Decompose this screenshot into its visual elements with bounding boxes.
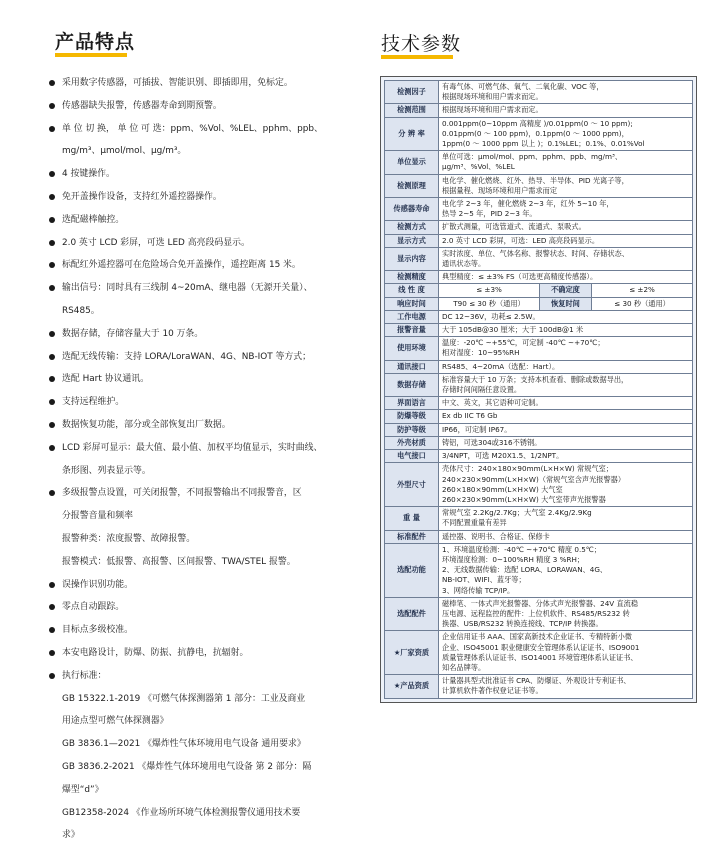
spec-value-line: 不同配置重量有差异: [442, 518, 507, 528]
spec-value-line: 热导 2~5 年，PID 2~3 年。: [442, 209, 537, 219]
feature-item: 目标点多级校准。: [48, 619, 358, 642]
spec-value-line: 根据量程、现场环境和用户需求而定: [442, 185, 558, 195]
spec-value: [439, 117, 693, 151]
spec-label: ★产品资质: [385, 675, 439, 698]
spec-row-storage: [385, 373, 693, 396]
feature-item: 执行标准：: [48, 665, 358, 688]
feature-item: 误操作识别功能。: [48, 574, 358, 597]
spec-value: ≤ ±2%: [592, 284, 693, 297]
spec-value: ≤ 30 秒（通用）: [592, 297, 693, 310]
specs-heading: [381, 32, 461, 56]
feature-item: 标配红外遥控器可在危险场合免开盖操作，遥控距离 15 米。: [48, 254, 358, 277]
spec-value-line: 通讯状态等。: [442, 259, 486, 269]
spec-label: 单位显示: [385, 151, 439, 174]
spec-value-line: 1ppm(0 ～ 1000 ppm 以上 )；0.1%LEL；0.1%、0.01%Vol: [442, 139, 645, 149]
spec-value-line: 典型精度：≤ ±3% FS（可选更高精度传感器）。: [442, 272, 598, 282]
spec-value-line: RS485、4~20mA（选配：Hart）。: [442, 361, 560, 371]
spec-value: [439, 631, 693, 675]
feature-item: 4 按键操作。: [48, 163, 358, 186]
spec-row-weight: [385, 507, 693, 530]
feature-item: 报警种类：浓度报警、故障报警。: [62, 533, 196, 544]
features-heading: [55, 30, 135, 54]
spec-value-line: 知名品牌等。: [442, 662, 486, 672]
feature-item: RS485。: [62, 305, 100, 316]
spec-value-line: 企业、ISO45001 职业健康安全管理体系认证证书、ISO9001: [442, 642, 640, 652]
spec-value-line: 扩散式测量，可选管道式、流通式、泵吸式。: [442, 222, 586, 232]
feature-item: mg/m³、μmol/mol、μg/m³。: [62, 146, 187, 157]
spec-row-resolution: [385, 117, 693, 151]
feature-item: LCD 彩屏可显示：最大值、最小值、加权平均值显示，实时曲线、: [48, 437, 358, 460]
spec-label: ★厂家资质: [385, 631, 439, 675]
feature-item: 数据存储，存储容量大于 10 万条。: [48, 323, 358, 346]
feature-item: GB 3836.1—2021 《爆炸性气体环境用电气设备 通用要求》: [62, 739, 306, 750]
feature-item: 用途点型可燃气体探测器》: [62, 716, 169, 727]
spec-label: 显示内容: [385, 247, 439, 270]
spec-table: [384, 80, 693, 699]
spec-value: [439, 174, 693, 197]
heading-underline: [381, 55, 453, 59]
spec-row-lifespan: [385, 198, 693, 221]
spec-value-line: 1、环境温度检测：-40℃ ~+70℃ 精度 0.5℃；: [442, 544, 602, 554]
spec-row-standard-acc: [385, 530, 693, 543]
spec-value: [439, 234, 693, 247]
spec-value: [439, 104, 693, 117]
spec-value-line: 存储时间间隔任意设置。: [442, 385, 522, 395]
spec-row-detect-range: [385, 104, 693, 117]
spec-value-line: 根据现场环境和用户需求而定。: [442, 92, 543, 102]
spec-value: [439, 423, 693, 436]
spec-label: 工作电源: [385, 310, 439, 323]
spec-label: 选配配件: [385, 597, 439, 631]
spec-value: [439, 450, 693, 463]
spec-value: [439, 247, 693, 270]
feature-item: GB 15322.1-2019 《可燃气体探测器第 1 部分：工业及商业: [62, 693, 306, 704]
spec-row-method: [385, 221, 693, 234]
feature-item: 本安电路设计，防爆、防振、抗静电，抗辐射。: [48, 642, 358, 665]
feature-item: 2.0 英寸 LCD 彩屏，可选 LED 高亮段码显示。: [48, 232, 358, 255]
spec-value-line: 大于 105dB@30 厘米；大于 100dB@1 米: [442, 325, 584, 335]
spec-value-line: 企业信用证书 AAA、国家高新技术企业证书、专精特新小微: [442, 632, 632, 642]
spec-value-line: 电化学 2~3 年，催化燃烧 2~3 年，红外 5~10 年，: [442, 199, 614, 209]
spec-value: [439, 410, 693, 423]
spec-value-line: 计量器具型式批准证书 CPA、防爆证、外观设计专利证书、: [442, 676, 631, 686]
features-list: [48, 72, 358, 847]
spec-label: 显示方式: [385, 234, 439, 247]
spec-value: [439, 373, 693, 396]
spec-value: [439, 221, 693, 234]
spec-value-line: 质量管理体系认证证书、ISO14001 环境管理体系认证证书、: [442, 652, 638, 662]
spec-value: ≤ ±3%: [439, 284, 540, 297]
feature-item: GB12358-2024 《作业场所环境气体检测报警仪通用技术要: [62, 807, 301, 818]
spec-value: [439, 337, 693, 360]
spec-label: 标准配件: [385, 530, 439, 543]
spec-value-line: 240×230×90mm(L×H×W)（常规气室含声光报警器）: [442, 474, 626, 484]
feature-item: 选配磁棒触控。: [48, 209, 358, 232]
spec-label: 防爆等级: [385, 410, 439, 423]
spec-value-line: 环境湿度检测：0~100%RH 精度 3 %RH；: [442, 554, 585, 564]
spec-row-display: [385, 234, 693, 247]
spec-row-language: [385, 397, 693, 410]
spec-value-line: 铸铝，可选304或316不锈钢。: [442, 437, 542, 447]
spec-value: [439, 324, 693, 337]
spec-value-line: NB-IOT、WIFI、蓝牙等；: [442, 575, 526, 585]
feature-item: 单 位 切 换， 单 位 可 选：ppm、%Vol、%LEL、pphm、ppb、: [48, 118, 358, 141]
spec-value-line: 标准容量大于 10 万条；支持本机查看、删除或数据导出，: [442, 374, 629, 384]
spec-row-electrical: [385, 450, 693, 463]
spec-value-line: 相对湿度：10~95%RH: [442, 348, 520, 358]
spec-value-line: 换器、USB/RS232 转换连接线、TCP/IP 转换器。: [442, 619, 603, 629]
feature-item: 多级报警点设置，可关闭报警，不同报警输出不同报警音，区: [48, 482, 358, 505]
spec-label: 不确定度: [540, 284, 592, 297]
spec-row-display-content: [385, 247, 693, 270]
spec-row-dimensions: [385, 463, 693, 507]
spec-value-line: 2、无线数据传输：选配 LORA、LORAWAN、4G、: [442, 565, 608, 575]
spec-label: 分 辨 率: [385, 117, 439, 151]
spec-row-interface: [385, 360, 693, 373]
spec-value: [439, 543, 693, 597]
spec-label: 外型尺寸: [385, 463, 439, 507]
spec-value-line: 有毒气体、可燃气体、氧气、二氧化碳、VOC 等，: [442, 82, 604, 91]
spec-row-manufacturer: [385, 631, 693, 675]
spec-value: [439, 151, 693, 174]
spec-label: 外壳材质: [385, 436, 439, 449]
spec-value-line: 根据现场环境和用户需求而定。: [442, 105, 543, 115]
spec-value-line: 2.0 英寸 LCD 彩屏，可选：LED 高亮段码显示。: [442, 235, 600, 245]
spec-value: [439, 310, 693, 323]
feature-item: 支持远程维护。: [48, 391, 358, 414]
spec-label: 恢复时间: [540, 297, 592, 310]
spec-value: [439, 360, 693, 373]
spec-label: 检测范围: [385, 104, 439, 117]
spec-label: 线 性 度: [385, 284, 439, 297]
spec-row-protection: [385, 423, 693, 436]
spec-value-line: 260×230×90mm(L×H×W) 大气室带声光报警器: [442, 494, 606, 504]
heading-underline: [55, 53, 127, 57]
spec-row-explosion: [385, 410, 693, 423]
feature-item: 报警模式：低报警、高报警、区间报警、TWA/STEL 报警。: [62, 556, 296, 567]
spec-row-alarm-sound: [385, 324, 693, 337]
spec-value: [439, 597, 693, 631]
feature-item: 求》: [62, 830, 80, 841]
spec-row-power: [385, 310, 693, 323]
spec-value-line: 常规气室 2.2Kg/2.7Kg；大气室 2.4Kg/2.9Kg: [442, 508, 592, 518]
spec-label: 响应时间: [385, 297, 439, 310]
feature-item: 选配 Hart 协议通讯。: [48, 368, 358, 391]
spec-value: [439, 271, 693, 284]
spec-value-line: Ex db IIC T6 Gb: [442, 411, 498, 421]
feature-item: 输出信号：同时具有三线制 4~20mA、继电器（无源开关量）、: [48, 277, 358, 300]
spec-value-line: 压电源、远程监控的配件：上位机软件、RS485/RS232 转: [442, 608, 630, 618]
feature-item: 条形图、列表显示等。: [62, 465, 151, 476]
spec-value-line: 电化学、催化燃烧、红外、热导、半导体、PID 光离子等，: [442, 175, 629, 185]
spec-label: 通讯接口: [385, 360, 439, 373]
spec-value-line: 3/4NPT，可选 M20X1.5、1/2NPT。: [442, 451, 564, 461]
features-heading-text: 产品特点: [55, 31, 136, 53]
specs-heading-text: 技术参数: [381, 33, 462, 55]
spec-label: 报警音量: [385, 324, 439, 337]
feature-item: 零点自动跟踪。: [48, 596, 358, 619]
spec-value-line: 0.001ppm(0~10ppm 高精度 )/0.01ppm(0 ～ 10 ppm);: [442, 118, 633, 128]
spec-label: 使用环境: [385, 337, 439, 360]
spec-value: [439, 436, 693, 449]
spec-value-line: 温度：-20℃ ~+55℃，可定制 -40℃ ~+70℃；: [442, 338, 605, 348]
spec-value-line: 中文、英文，其它语种可定制。: [442, 398, 543, 408]
spec-value-line: 磁棒笔、一体式声光报警器、分体式声光报警器、24V 直流稳: [442, 598, 639, 608]
feature-item: 采用数字传感器，可插拔、智能识别、即插即用，免标定。: [48, 72, 358, 95]
spec-label: 检测方式: [385, 221, 439, 234]
spec-label: 检测原理: [385, 174, 439, 197]
feature-item: 传感器缺失报警，传感器寿命到期预警。: [48, 95, 358, 118]
spec-label: 检测精度: [385, 271, 439, 284]
spec-row-optional-acc: [385, 597, 693, 631]
feature-item: 选配无线传输：支持 LORA/LoraWAN、4G、NB-IOT 等方式；: [48, 346, 358, 369]
spec-row-optional-func: [385, 543, 693, 597]
spec-row-detect-factor: [385, 81, 693, 104]
spec-table-frame: [380, 76, 697, 703]
spec-value: [439, 675, 693, 698]
spec-value-line: 260×180×90mm(L×H×W) 大气室: [442, 484, 563, 494]
feature-item: 分报警音量和频率: [62, 511, 133, 522]
spec-label: 检测因子: [385, 81, 439, 104]
spec-value-line: 壳体尺寸：240×180×90mm(L×H×W) 常规气室；: [442, 464, 613, 474]
spec-value-line: DC 12~36V，功耗≤ 2.5W。: [442, 311, 540, 321]
spec-value: T90 ≤ 30 秒（通用）: [439, 297, 540, 310]
spec-label: 数据存储: [385, 373, 439, 396]
spec-label: 防护等级: [385, 423, 439, 436]
spec-value-line: μg/m³、%Vol、%LEL: [442, 162, 515, 172]
spec-value-line: 遥控器、说明书、合格证、保修卡: [442, 531, 550, 541]
feature-item: 爆型“d”》: [62, 784, 104, 795]
spec-value: [439, 198, 693, 221]
spec-value: [439, 463, 693, 507]
feature-item: 数据恢复功能，部分或全部恢复出厂数据。: [48, 414, 358, 437]
spec-row-unit-display: [385, 151, 693, 174]
spec-value-line: 0.01ppm(0 ～ 100 ppm)，0.1ppm(0 ～ 1000 ppm)，: [442, 128, 629, 138]
feature-item: 免开盖操作设备，支持红外遥控器操作。: [48, 186, 358, 209]
spec-row-linearity: [385, 284, 693, 297]
spec-value-line: IP66，可定制 IP67。: [442, 424, 512, 434]
spec-row-principle: [385, 174, 693, 197]
spec-value-line: 计算机软件著作权登记证书等。: [442, 686, 543, 696]
spec-value-line: 实时浓度、单位、气体名称、报警状态、时间、存储状态、: [442, 248, 629, 258]
spec-row-product-cert: [385, 675, 693, 698]
spec-value: [439, 530, 693, 543]
spec-row-environment: [385, 337, 693, 360]
spec-value-line: 单位可选：μmol/mol、ppm、pphm、ppb、mg/m³、: [442, 152, 623, 162]
spec-row-response: [385, 297, 693, 310]
spec-label: 重 量: [385, 507, 439, 530]
feature-item: GB 3836.2-2021 《爆炸性气体环境用电气设备 第 2 部分：隔: [62, 761, 312, 772]
spec-value: [439, 507, 693, 530]
spec-row-accuracy: [385, 271, 693, 284]
spec-label: 传感器寿命: [385, 198, 439, 221]
spec-value-line: 3、网络传输 TCP/IP。: [442, 585, 515, 595]
spec-label: 电气接口: [385, 450, 439, 463]
spec-row-material: [385, 436, 693, 449]
spec-label: 选配功能: [385, 543, 439, 597]
spec-value: [439, 81, 693, 104]
spec-label: 界面语言: [385, 397, 439, 410]
spec-value: [439, 397, 693, 410]
